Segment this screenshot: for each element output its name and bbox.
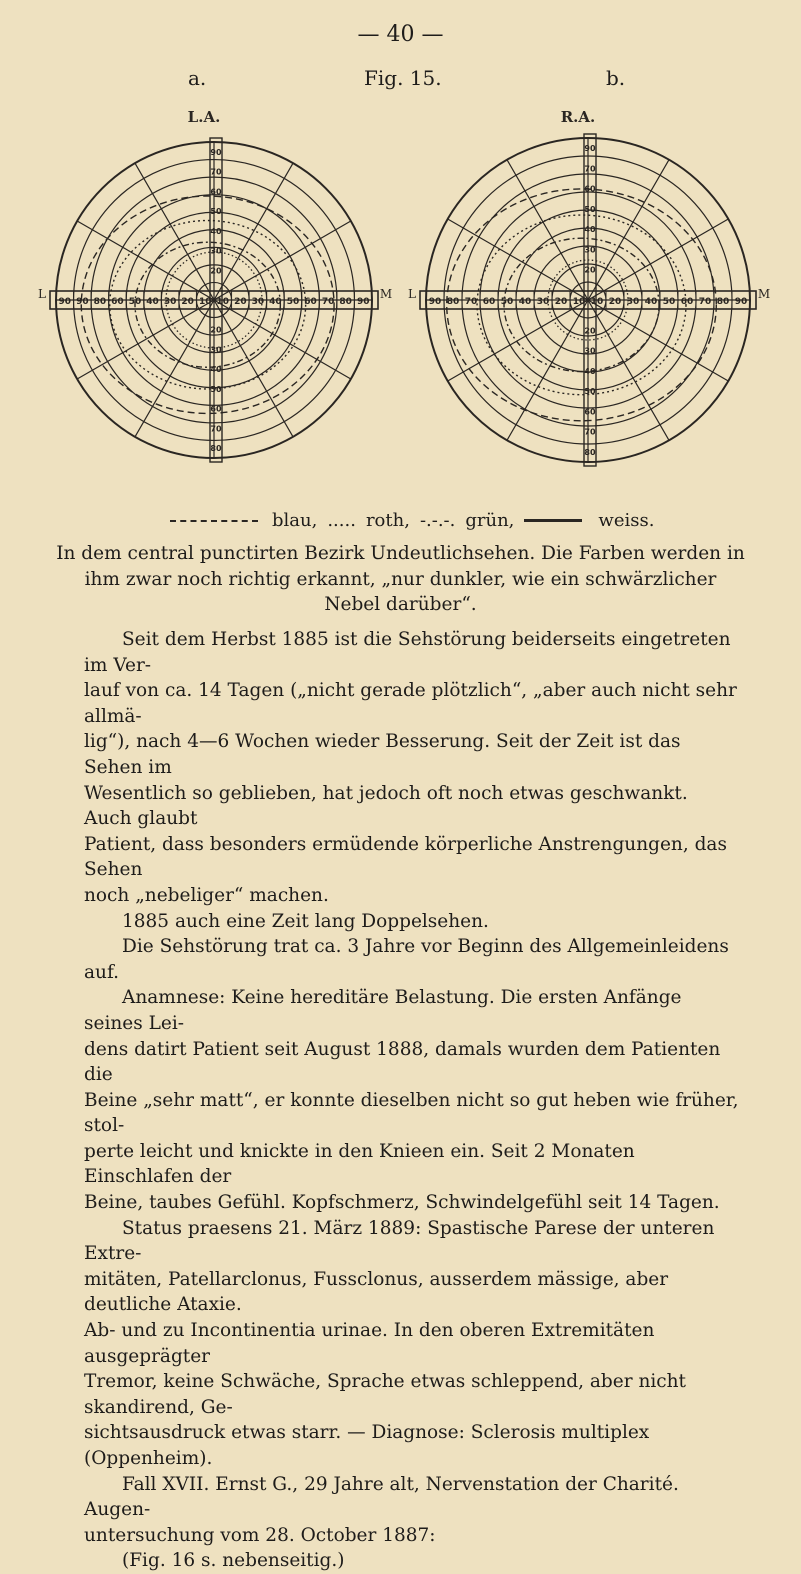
figure-note-line: ihm zwar noch richtig erkannt, „nur dunkler, wie ein schwärzlicher: [84, 568, 717, 590]
horizontal-tick-label: 10: [572, 297, 586, 307]
vertical-tick-label: 50: [210, 207, 222, 217]
horizontal-tick-label: 20: [554, 297, 568, 307]
horizontal-tick-label: 60: [680, 297, 694, 307]
vertical-tick-label: 60: [210, 404, 222, 414]
legend-blue-line: [170, 520, 258, 522]
vertical-tick-label: 50: [584, 204, 596, 214]
color-legend: [170, 510, 654, 531]
page-number: — 40 —: [357, 22, 444, 47]
horizontal-tick-label: 90: [734, 297, 748, 307]
vertical-tick-label: 20: [584, 326, 596, 336]
perimeter-chart-right: [408, 100, 771, 490]
vertical-tick-label: 70: [584, 427, 596, 437]
body-line: mitäten, Patellarclonus, Fussclonus, ausserdem mässige, aber deutliche Ataxie.: [84, 1268, 669, 1316]
horizontal-tick-label: 50: [500, 297, 514, 307]
vertical-tick-label: 50: [584, 387, 596, 397]
horizontal-tick-label: 90: [58, 297, 72, 307]
body-text: [0, 627, 801, 1574]
vertical-tick-label: 40: [584, 225, 596, 235]
vertical-tick-label: 90: [210, 147, 222, 157]
horizontal-tick-label: 10: [590, 297, 604, 307]
vertical-tick-label: 30: [584, 346, 596, 356]
horizontal-tick-label: 60: [304, 297, 317, 307]
body-line: Beine, taubes Gefühl. Kopfschmerz, Schwindelgefühl seit 14 Tagen.: [84, 1192, 720, 1214]
nasal-side-label: M: [757, 287, 771, 301]
body-line: Die Sehstörung trat ca. 3 Jahre vor Beginn des Allgemeinleidens auf.: [84, 936, 729, 983]
vertical-tick-label: 70: [584, 164, 596, 174]
figure-note-line: In dem central punctirten Bezirk Undeutlichsehen. Die Farben werden in: [56, 543, 745, 564]
horizontal-tick-label: 30: [251, 297, 265, 307]
horizontal-tick-label: 90: [76, 297, 89, 307]
vertical-tick-label: 20: [210, 266, 222, 276]
horizontal-tick-label: 40: [644, 297, 658, 307]
body-line: lig“), nach 4—6 Wochen wieder Besserung. Seit der Zeit ist das Sehen im: [84, 731, 681, 778]
legend-red-dots: .....: [327, 510, 356, 531]
vertical-tick-label: 90: [584, 144, 596, 154]
horizontal-tick-label: 10: [216, 297, 230, 307]
horizontal-tick-label: 80: [716, 297, 730, 307]
body-line: (Fig. 16 s. nebenseitig.): [122, 1550, 345, 1572]
visual-field-chart-right: [408, 100, 771, 490]
figure-note: [0, 541, 801, 618]
vertical-tick-label: 60: [584, 184, 596, 194]
vertical-tick-label: 40: [210, 365, 222, 375]
body-line: Ab- und zu Incontinentia urinae. In den oberen Extremitäten ausgeprägter: [84, 1320, 655, 1367]
nasal-side-label: M: [379, 287, 393, 301]
horizontal-tick-label: 80: [446, 297, 460, 307]
body-line: untersuchung vom 28. October 1887:: [84, 1524, 436, 1546]
body-line: Wesentlich so geblieben, hat jedoch oft noch etwas geschwankt. Auch glaubt: [84, 782, 688, 830]
horizontal-tick-label: 80: [339, 297, 352, 307]
body-line: Tremor, keine Schwäche, Sprache etwas schleppend, aber nicht skandirend, Ge-: [84, 1371, 686, 1418]
vertical-tick-label: 70: [210, 167, 222, 177]
temporal-side-label: L: [38, 287, 46, 301]
horizontal-tick-label: 90: [428, 297, 442, 307]
horizontal-tick-label: 60: [111, 297, 124, 307]
horizontal-tick-label: 20: [234, 297, 247, 307]
horizontal-tick-label: 80: [93, 297, 107, 307]
eye-label: R.A.: [560, 108, 596, 126]
body-line: Anamnese: Keine hereditäre Belastung. Die ersten Anfänge seines Lei-: [84, 987, 682, 1034]
horizontal-tick-label: 30: [536, 297, 550, 307]
vertical-tick-label: 80: [584, 447, 596, 457]
legend-white-line: [524, 519, 582, 522]
body-line: sichtsausdruck etwas starr. — Diagnose: Sclerosis multiplex (Oppenheim).: [84, 1422, 650, 1469]
horizontal-tick-label: 70: [464, 297, 478, 307]
legend-red-label: roth,: [365, 510, 410, 531]
vertical-tick-label: 40: [210, 226, 222, 236]
horizontal-tick-label: 50: [128, 297, 142, 307]
horizontal-tick-label: 40: [269, 297, 282, 307]
horizontal-tick-label: 40: [518, 297, 532, 307]
perimeter-chart-left: [38, 100, 394, 490]
visual-field-chart-left: [38, 100, 394, 490]
body-line: perte leicht und knickte in den Knieen ein. Seit 2 Monaten Einschlafen der: [84, 1140, 635, 1188]
body-line: lauf von ca. 14 Tagen („nicht gerade plötzlich“, „aber auch nicht sehr allmä-: [84, 680, 737, 727]
horizontal-tick-label: 40: [146, 297, 159, 307]
body-line: 1885 auch eine Zeit lang Doppelsehen.: [122, 910, 489, 932]
horizontal-tick-label: 20: [608, 297, 622, 307]
legend-green-dots: -.-.-.: [419, 510, 456, 531]
horizontal-tick-label: 70: [698, 297, 712, 307]
temporal-side-label: L: [408, 287, 416, 301]
legend-green-label: grün,: [465, 510, 515, 531]
horizontal-tick-label: 10: [198, 297, 212, 307]
legend-white-label: weiss.: [598, 510, 655, 531]
body-line: Patient, dass besonders ermüdende körperliche Anstrengungen, das Sehen: [84, 833, 727, 881]
body-line: noch „nebeliger“ machen.: [84, 884, 329, 906]
horizontal-tick-label: 90: [356, 297, 370, 307]
eye-label: L.A.: [187, 108, 221, 126]
vertical-tick-label: 20: [210, 325, 222, 335]
horizontal-tick-label: 30: [163, 297, 177, 307]
horizontal-tick-label: 60: [482, 297, 496, 307]
vertical-tick-label: 50: [210, 384, 222, 394]
body-line: Fall XVII. Ernst G., 29 Jahre alt, Nervenstation der Charité. Augen-: [84, 1473, 679, 1521]
figure-label-a: a.: [188, 66, 207, 90]
body-line: dens datirt Patient seit August 1888, damals wurden dem Patienten die: [84, 1038, 721, 1086]
figure-note-line: Nebel darüber“.: [324, 594, 477, 616]
vertical-tick-label: 40: [584, 366, 596, 376]
horizontal-tick-label: 70: [321, 297, 335, 307]
vertical-tick-label: 60: [210, 187, 222, 197]
vertical-tick-label: 60: [584, 407, 596, 417]
vertical-tick-label: 70: [210, 424, 222, 434]
horizontal-tick-label: 50: [662, 297, 676, 307]
figure-label-b: b.: [606, 66, 626, 90]
vertical-tick-label: 20: [584, 265, 596, 275]
figure-caption: Fig. 15.: [364, 66, 442, 90]
body-line: Beine „sehr matt“, er konnte dieselben nicht so gut heben wie früher, stol-: [84, 1089, 739, 1137]
vertical-tick-label: 80: [210, 444, 222, 454]
legend-blue-label: blau,: [272, 510, 318, 531]
vertical-tick-label: 30: [584, 245, 596, 255]
horizontal-tick-label: 30: [626, 297, 640, 307]
body-line: Seit dem Herbst 1885 ist die Sehstörung beiderseits eingetreten im Ver-: [84, 629, 731, 676]
body-line: Status praesens 21. März 1889: Spastische Parese der unteren Extre-: [84, 1217, 715, 1265]
horizontal-tick-label: 20: [181, 297, 194, 307]
vertical-tick-label: 30: [210, 345, 222, 355]
horizontal-tick-label: 50: [286, 297, 300, 307]
vertical-tick-label: 30: [210, 246, 222, 256]
